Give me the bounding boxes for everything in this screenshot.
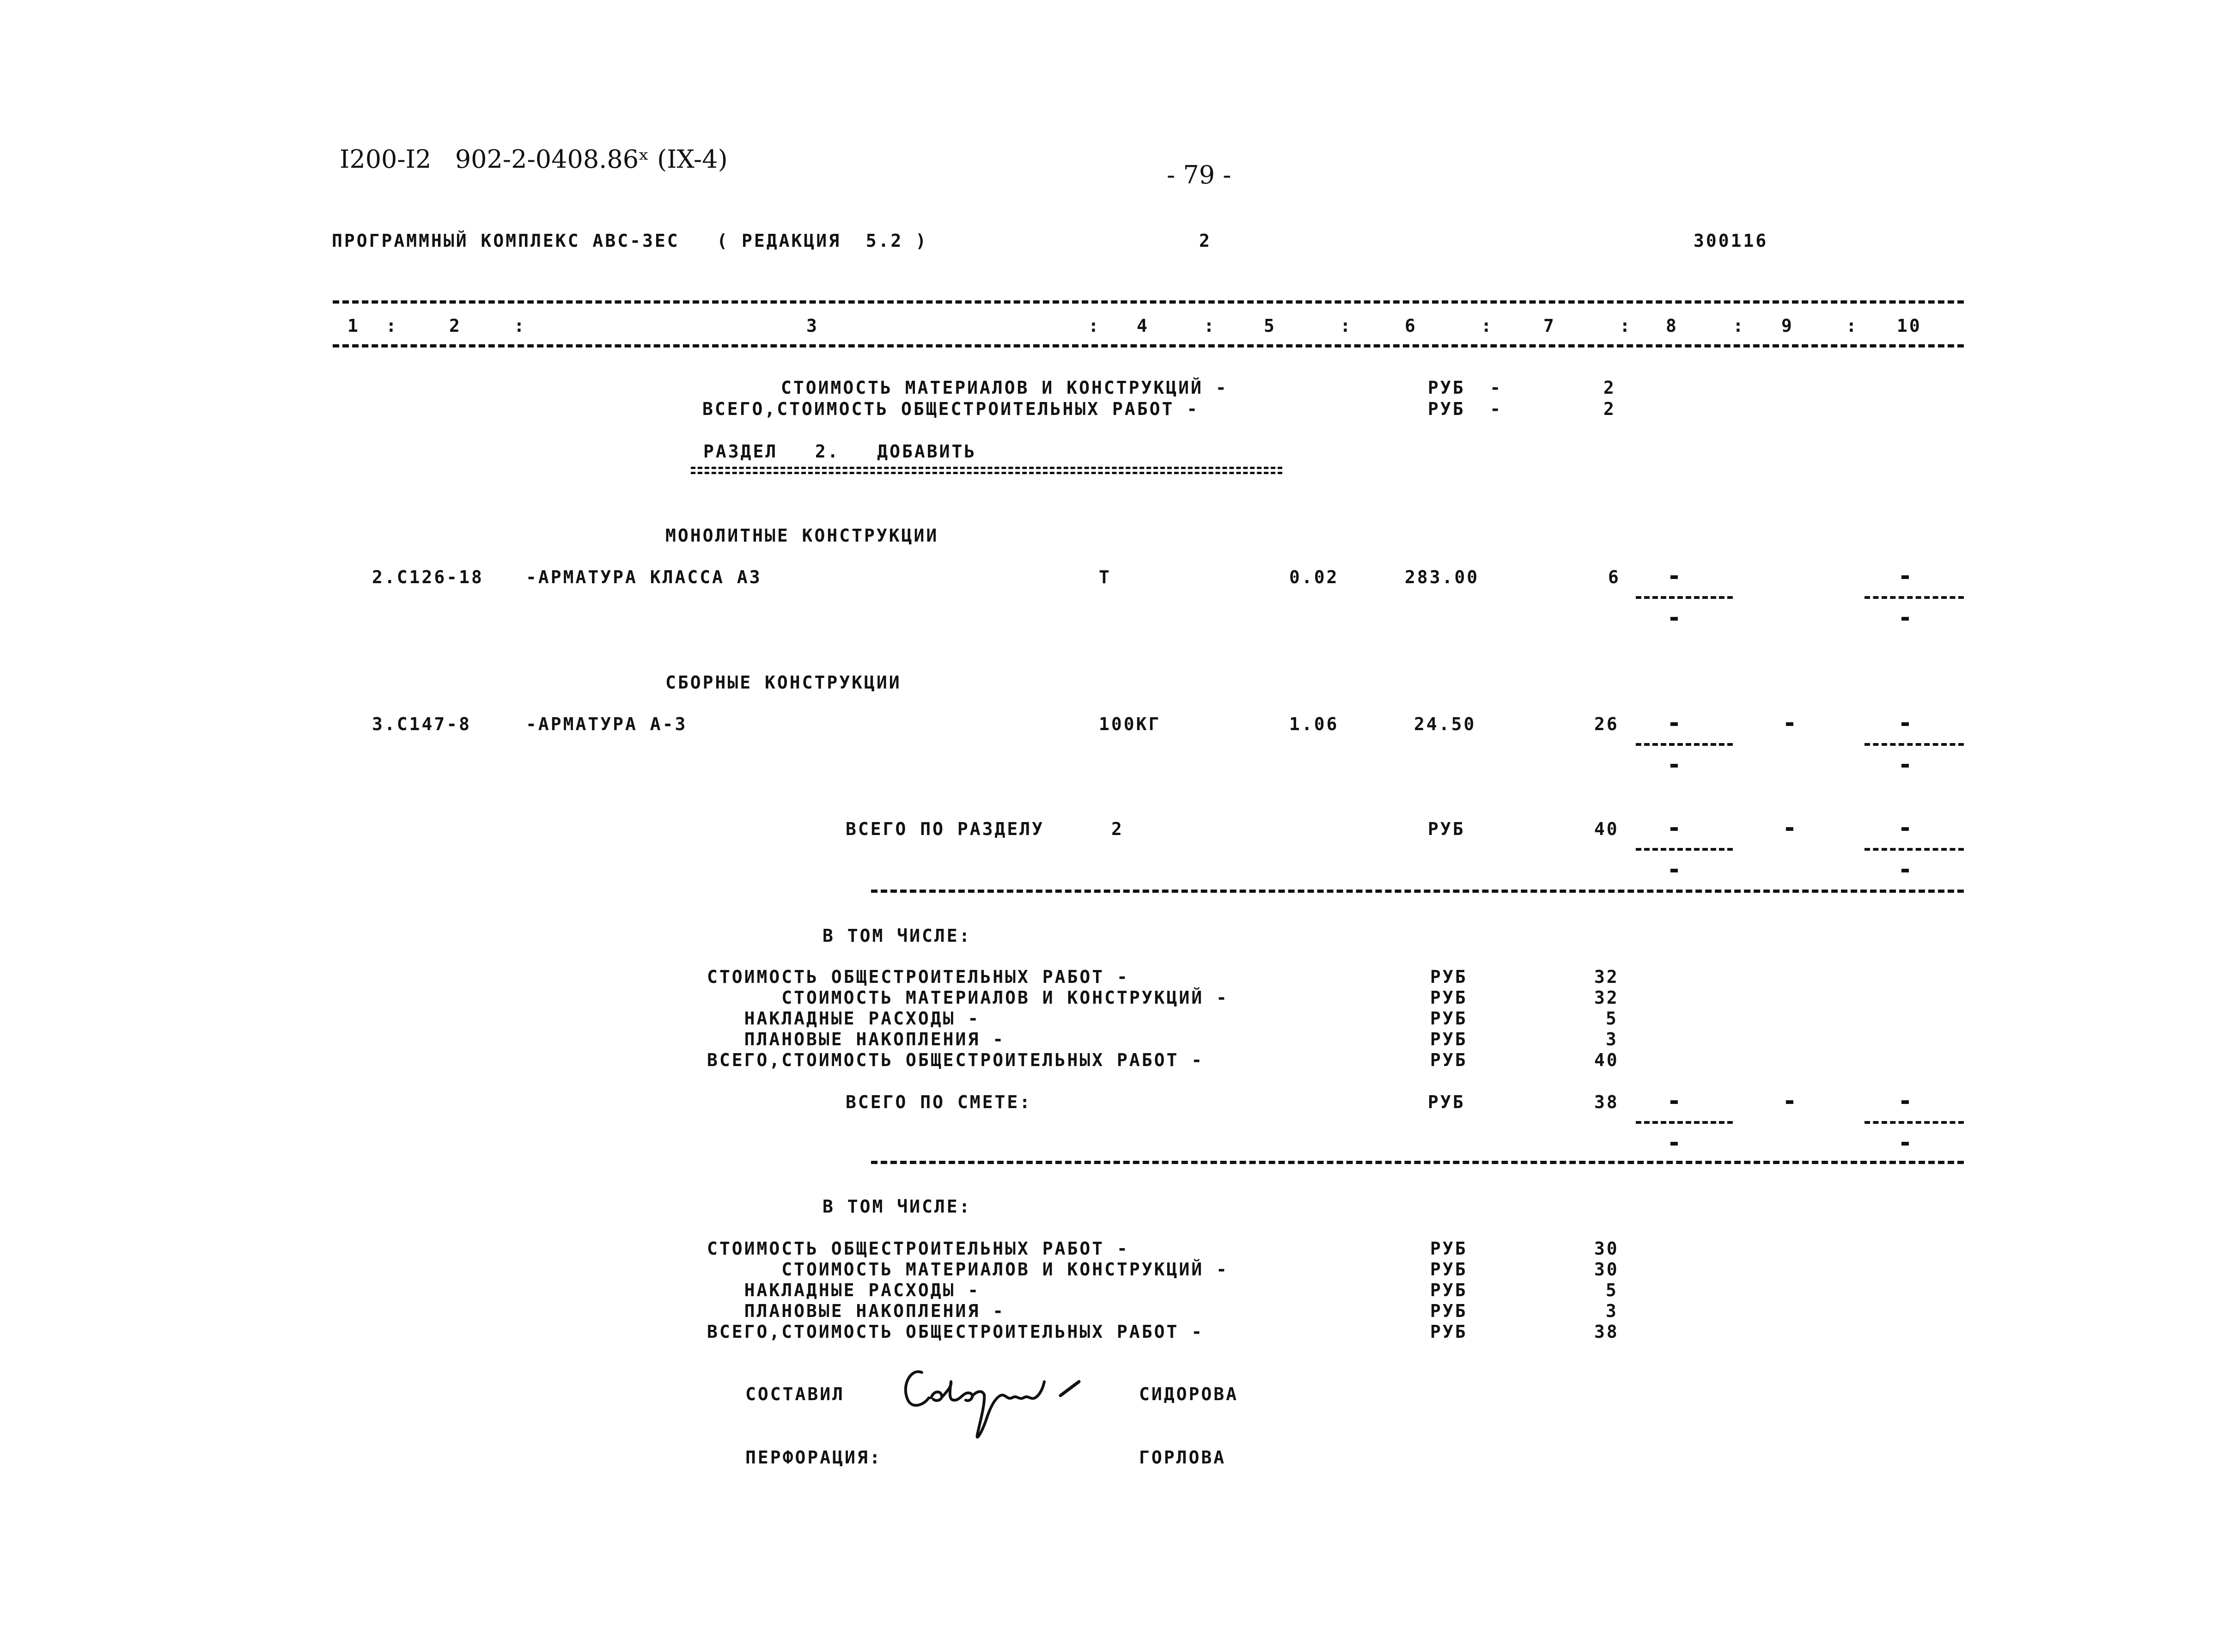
item-price: 283.00 [1405, 567, 1480, 587]
materials-cost-value: 2 [1603, 378, 1616, 398]
column-separator: : [1204, 316, 1216, 336]
section-total-number: 2 [1111, 819, 1124, 839]
dash-mark [1670, 722, 1678, 726]
breakdown-unit: РУБ [1430, 1008, 1468, 1029]
total-construction-unit: РУБ - [1428, 399, 1503, 419]
dash-mark [1670, 575, 1678, 579]
dash-mark [1901, 764, 1909, 768]
column-header: 4 [1137, 316, 1149, 336]
column-header: 10 [1897, 316, 1922, 336]
group-title: МОНОЛИТНЫЕ КОНСТРУКЦИИ [665, 525, 939, 546]
column-header: 3 [806, 316, 819, 336]
total-construction-label: ВСЕГО,СТОИМОСТЬ ОБЩЕСТРОИТЕЛЬНЫХ РАБОТ - [702, 399, 1200, 419]
dash-mark [1901, 617, 1909, 621]
dash-mark [1670, 617, 1678, 621]
breakdown-unit: РУБ [1430, 1322, 1468, 1342]
cell-rule [1636, 743, 1733, 746]
breakdown-label: НАКЛАДНЫЕ РАСХОДЫ - [707, 1008, 981, 1029]
item-quantity: 1.06 [1289, 714, 1339, 734]
breakdown-label: СТОИМОСТЬ МАТЕРИАЛОВ И КОНСТРУКЦИЙ - [707, 1259, 1229, 1280]
breakdown-unit: РУБ [1430, 1238, 1468, 1259]
breakdown-unit: РУБ [1430, 1259, 1468, 1280]
breakdown-unit: РУБ [1430, 1301, 1468, 1321]
total-construction-value: 2 [1603, 399, 1616, 419]
section-total-label: ВСЕГО ПО РАЗДЕЛУ [846, 819, 1045, 839]
breakdown-label: ВСЕГО,СТОИМОСТЬ ОБЩЕСТРОИТЕЛЬНЫХ РАБОТ - [707, 1050, 1204, 1070]
group-title: СБОРНЫЕ КОНСТРУКЦИИ [665, 672, 902, 693]
breakdown-unit: РУБ [1430, 988, 1468, 1008]
column-separator: : [1620, 316, 1632, 336]
breakdown-value: 5 [1606, 1008, 1618, 1029]
dash-mark [1901, 575, 1909, 579]
item-quantity: 0.02 [1289, 567, 1339, 587]
breakdown-unit: РУБ [1430, 967, 1468, 987]
breakdown-label: ПЛАНОВЫЕ НАКОПЛЕНИЯ - [707, 1029, 1005, 1049]
cell-rule [1636, 1121, 1733, 1124]
section-total-unit: РУБ [1428, 819, 1465, 839]
column-header: 8 [1666, 316, 1678, 336]
item-total: 6 [1608, 567, 1621, 587]
document-code: I200-I2 902-2-0408.86ˣ (IX-4) [340, 145, 728, 174]
dash-mark [1670, 869, 1678, 872]
program-code: 300116 [1694, 231, 1768, 251]
column-header: 6 [1405, 316, 1417, 336]
item-name: -АРМАТУРА КЛАССА А3 [526, 567, 762, 587]
dash-mark [1901, 869, 1909, 872]
breakdown-label: ВСЕГО,СТОИМОСТЬ ОБЩЕСТРОИТЕЛЬНЫХ РАБОТ - [707, 1322, 1204, 1342]
column-header: 1 [347, 316, 360, 336]
page-number: - 79 - [1167, 160, 1231, 189]
section-title: РАЗДЕЛ 2. ДОБАВИТЬ [703, 441, 977, 462]
item-unit: 100КГ [1099, 714, 1161, 734]
column-separator: : [1733, 316, 1745, 336]
dash-mark [1786, 827, 1793, 831]
dash-mark [1901, 827, 1909, 831]
breakdown-label: СТОИМОСТЬ МАТЕРИАЛОВ И КОНСТРУКЦИЙ - [707, 988, 1229, 1008]
cell-rule [1864, 743, 1964, 746]
column-header: 9 [1781, 316, 1794, 336]
breakdown-label: ПЛАНОВЫЕ НАКОПЛЕНИЯ - [707, 1301, 1005, 1321]
estimate-total-label: ВСЕГО ПО СМЕТЕ: [846, 1092, 1032, 1112]
breakdown-unit: РУБ [1430, 1029, 1468, 1049]
dash-mark [1670, 1142, 1678, 1146]
cell-rule [1864, 848, 1964, 851]
cell-rule [1636, 848, 1733, 851]
perforation-name: ГОРЛОВА [1139, 1447, 1226, 1468]
breakdown-unit: РУБ [1430, 1280, 1468, 1300]
section-total-rule [871, 890, 1964, 893]
section-underline [691, 467, 1282, 474]
breakdown-value: 32 [1594, 988, 1619, 1008]
dash-mark [1670, 764, 1678, 768]
materials-cost-unit: РУБ - [1428, 378, 1503, 398]
table-header-rule [333, 344, 1964, 347]
item-unit: Т [1099, 567, 1111, 587]
breakdown-value: 40 [1594, 1050, 1619, 1070]
column-separator: : [514, 316, 526, 336]
estimate-total-value: 38 [1594, 1092, 1619, 1112]
dash-mark [1901, 722, 1909, 726]
column-separator: : [1481, 316, 1493, 336]
item-code: 3.С147-8 [372, 714, 472, 734]
breakdown-heading: В ТОМ ЧИСЛЕ: [823, 1196, 972, 1217]
breakdown-value: 32 [1594, 967, 1619, 987]
breakdown-value: 3 [1606, 1301, 1618, 1321]
dash-mark [1901, 1100, 1909, 1104]
column-separator: : [1088, 316, 1101, 336]
breakdown-unit: РУБ [1430, 1050, 1468, 1070]
column-separator: : [386, 316, 398, 336]
cell-rule [1864, 1121, 1964, 1124]
breakdown-value: 3 [1606, 1029, 1618, 1049]
section-total-value: 40 [1594, 819, 1619, 839]
dash-mark [1670, 1100, 1678, 1104]
item-code: 2.С126-18 [372, 567, 484, 587]
column-header: 2 [449, 316, 462, 336]
dash-mark [1670, 827, 1678, 831]
breakdown-value: 30 [1594, 1259, 1619, 1280]
breakdown-value: 5 [1606, 1280, 1618, 1300]
column-header: 5 [1264, 316, 1276, 336]
breakdown-label: НАКЛАДНЫЕ РАСХОДЫ - [707, 1280, 981, 1300]
breakdown-value: 30 [1594, 1238, 1619, 1259]
compiled-by-name: СИДОРОВА [1139, 1384, 1239, 1404]
handwritten-signature [896, 1354, 1091, 1446]
materials-cost-label: СТОИМОСТЬ МАТЕРИАЛОВ И КОНСТРУКЦИЙ - [781, 378, 1228, 398]
table-top-rule [333, 300, 1964, 304]
estimate-total-rule [871, 1161, 1964, 1164]
item-price: 24.50 [1414, 714, 1476, 734]
cell-rule [1636, 596, 1733, 599]
sheet-number: 2 [1199, 231, 1212, 251]
item-name: -АРМАТУРА А-3 [526, 714, 688, 734]
estimate-total-unit: РУБ [1428, 1092, 1465, 1112]
perforation-label: ПЕРФОРАЦИЯ: [745, 1447, 882, 1468]
breakdown-heading: В ТОМ ЧИСЛЕ: [823, 926, 972, 946]
dash-mark [1786, 722, 1793, 726]
program-title: ПРОГРАММНЫЙ КОМПЛЕКС АВС-ЗЕС ( РЕДАКЦИЯ 5.2 ) [332, 231, 928, 251]
item-total: 26 [1594, 714, 1619, 734]
compiled-by-label: СОСТАВИЛ [745, 1384, 845, 1404]
dash-mark [1901, 1142, 1909, 1146]
breakdown-label: СТОИМОСТЬ ОБЩЕСТРОИТЕЛЬНЫХ РАБОТ - [707, 967, 1129, 987]
breakdown-value: 38 [1594, 1322, 1619, 1342]
dash-mark [1786, 1100, 1793, 1104]
column-header: 7 [1543, 316, 1556, 336]
cell-rule [1864, 596, 1964, 599]
column-separator: : [1846, 316, 1858, 336]
column-separator: : [1340, 316, 1353, 336]
breakdown-label: СТОИМОСТЬ ОБЩЕСТРОИТЕЛЬНЫХ РАБОТ - [707, 1238, 1129, 1259]
